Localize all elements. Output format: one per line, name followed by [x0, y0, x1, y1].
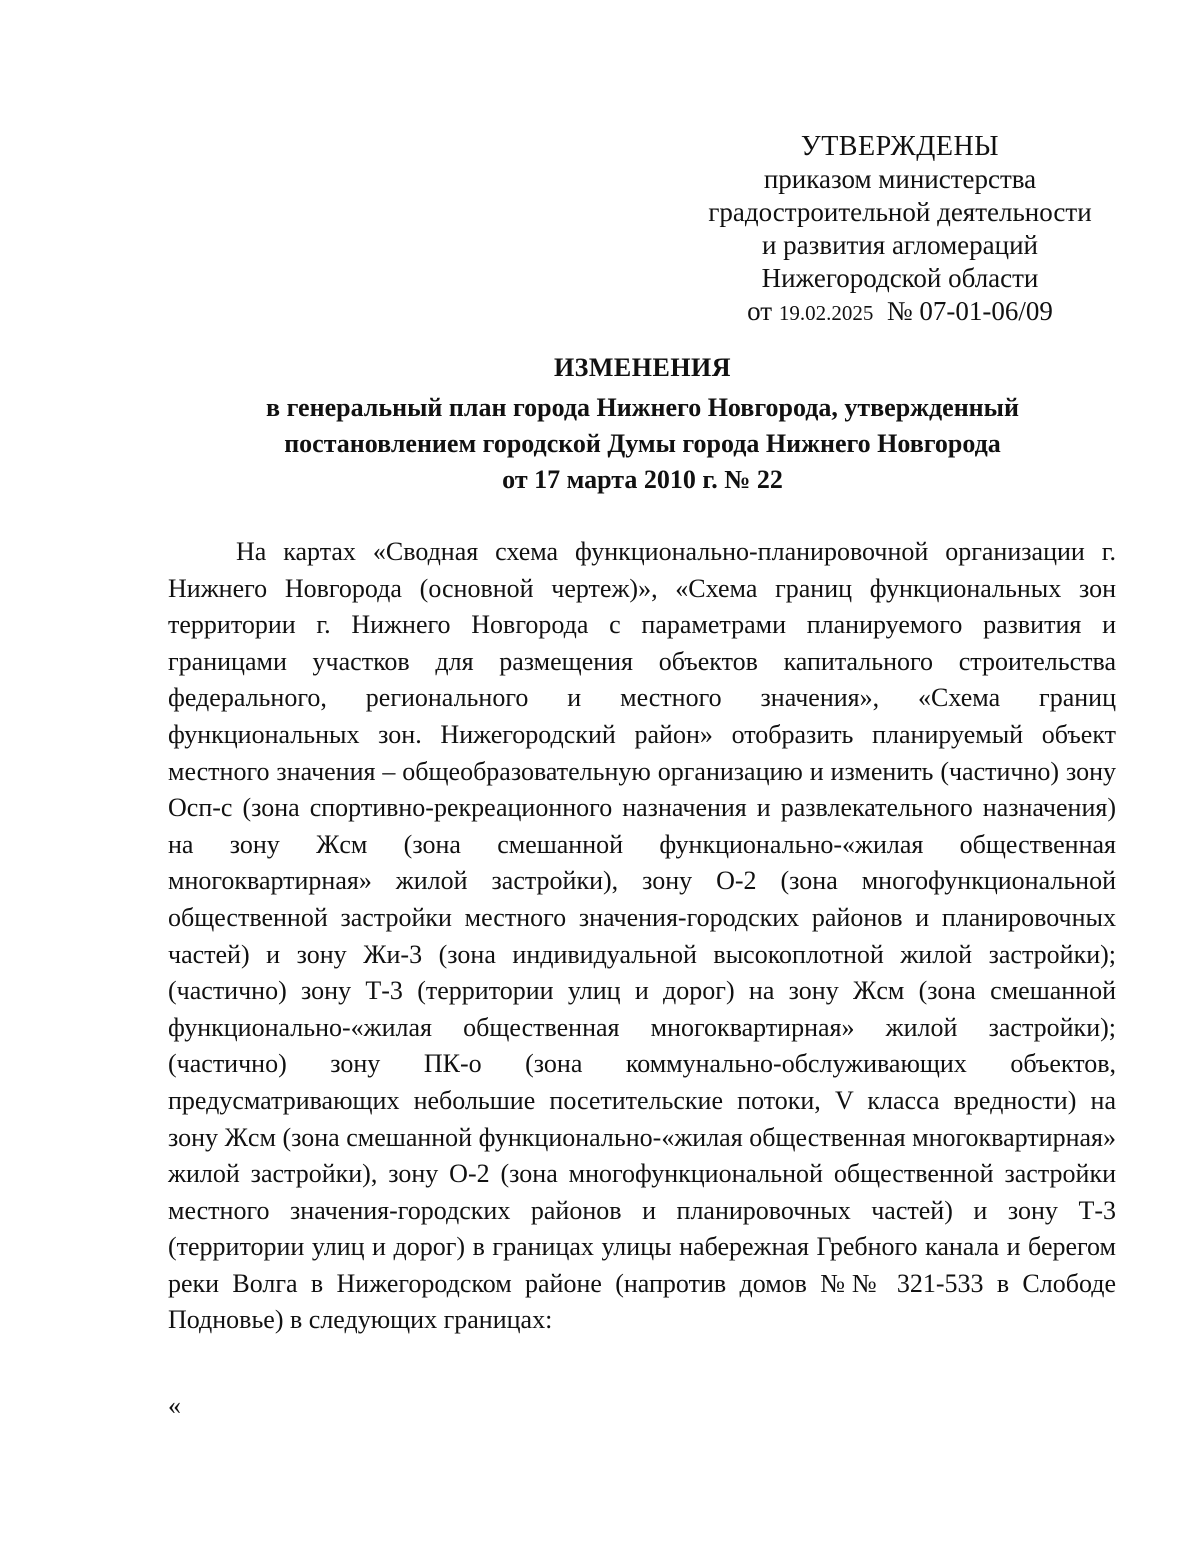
body-paragraph: На картах «Сводная схема функционально-планировочной организации г. Нижнего Новгорода (основной чертеж)», «Схема границ функциональных зон территории г. Нижнего Новгорода с параметрами планируемого развития и границами участков для размещения объектов капитального строительства федерального, регионального и местного значения», «Схема границ функциональных зон. Нижегородский район» отобразить планируемый объект местного значения – общеобразовательную организацию и изменить (частично) зону Осп-с (зона спортивно-рекреационного назначения и развлекательного назначения) на зону Жсм (зона смешанной функционально-«жилая общественная многоквартирная» жилой застройки), зону О-2 (зона многофункциональной общественной застройки местного значения-городских районов и планировочных частей) и зону Жи-3 (зона индивидуальной высокоплотной жилой застройки); (частично) зону Т-3 (территории улиц и дорог) на зону Жсм (зона смешанной функционально-«жилая общественная многоквартирная» жилой застройки); (частично) зону ПК-о (зона коммунально-обслуживающих объектов, предусматривающих небольшие посетительские потоки, V класса вредности) на зону Жсм (зона смешанной функционально-«жилая общественная многоквартирная» жилой застройки), зону О-2 (зона многофункциональной общественной застройки местного значения-городских районов и планировочных частей) и зону Т-3 (территории улиц и дорог) в границах улицы набережная Гребного канала и берегом реки Волга в Нижегородском районе (напротив домов №№ 321-533 в Слободе Подновье) в следующих границах: — [168, 537, 1116, 1335]
opening-quote-mark: « — [168, 1391, 181, 1420]
approval-line-1: приказом министерства — [763, 164, 1037, 194]
heading-line-3: от 17 марта 2010 г. № 22 — [502, 465, 783, 494]
document-heading — [150, 350, 1135, 498]
heading-line-2: постановлением городской Думы города Нижнего Новгорода — [284, 429, 1001, 458]
approval-stamp-block — [690, 130, 1110, 330]
approval-date-line — [690, 295, 1110, 330]
heading-line-1: в генеральный план города Нижнего Новгорода, утвержденный — [266, 393, 1019, 422]
approval-title: УТВЕРЖДЕНЫ — [800, 131, 1000, 162]
approval-date-prefix: от — [747, 296, 773, 326]
approval-number: № 07-01-06/09 — [886, 296, 1053, 326]
approval-date: 19.02.2025 — [778, 301, 874, 325]
approval-line-3: и развития агломераций — [761, 230, 1038, 260]
approval-line-4: Нижегородской области — [761, 263, 1039, 293]
approval-line-2: градостроительной деятельности — [708, 197, 1092, 227]
heading-title: ИЗМЕНЕНИЯ — [553, 353, 732, 382]
